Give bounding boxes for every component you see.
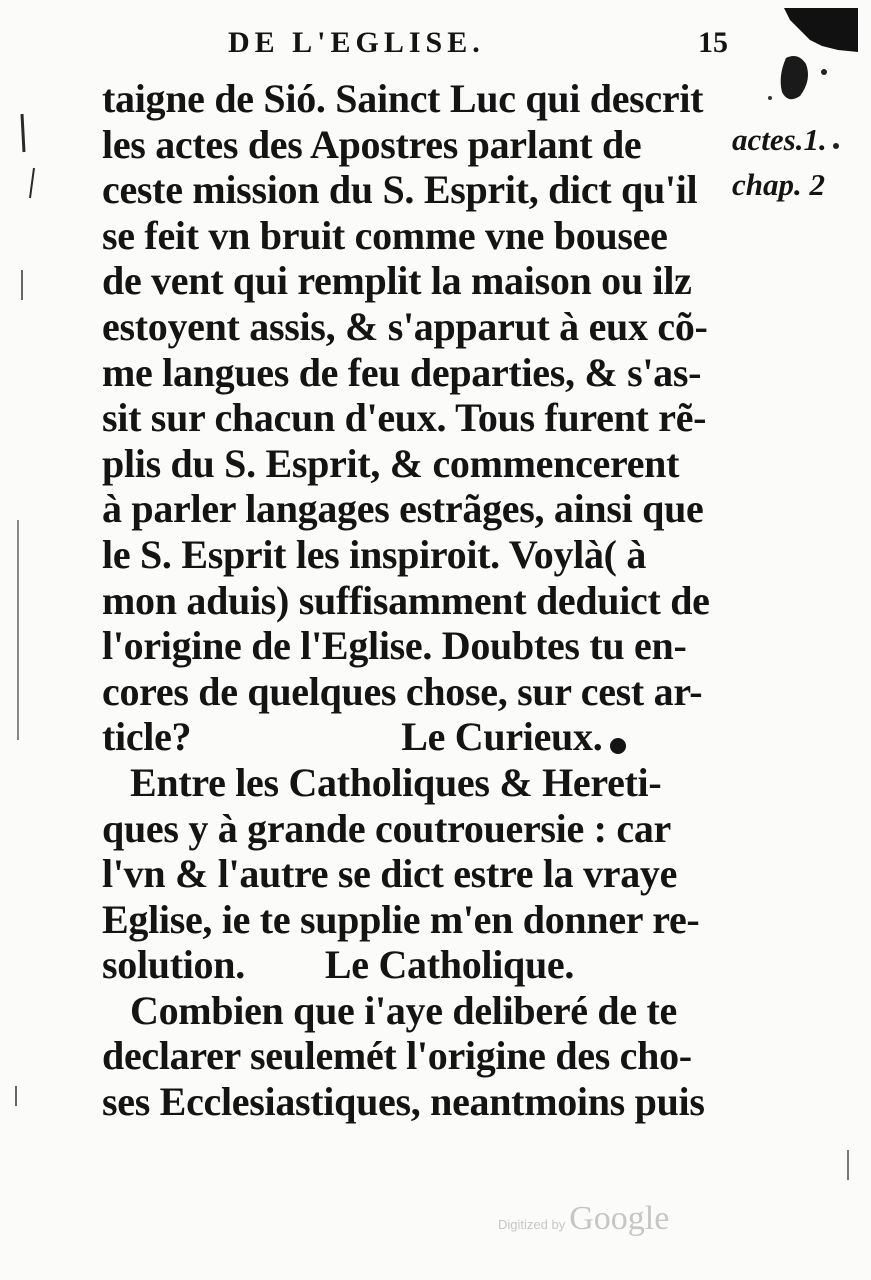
- margin-note-reference: chap. 2: [732, 167, 825, 202]
- text-line: se feit vn bruit comme vne bousee: [102, 212, 668, 258]
- ink-dot: [833, 143, 839, 149]
- margin-note-reference: actes.1.: [732, 122, 827, 157]
- margin-rule: [30, 168, 34, 198]
- google-watermark: [498, 1200, 669, 1238]
- watermark-prefix: Digitized by: [498, 1217, 566, 1232]
- text-line: Eglise, ie te supplie m'en donner re-: [102, 896, 700, 942]
- text-line: sit sur chacun d'eux. Tous furent rẽ-: [102, 395, 707, 441]
- text-line: ceste mission du S. Esprit, dict qu'il: [102, 167, 698, 213]
- ink-blot: [784, 8, 858, 52]
- margin-rule: [22, 114, 24, 152]
- text-line: de vent qui remplit la maison ou ilz: [102, 258, 692, 304]
- text-line: ses Ecclesiastiques, neantmoins puis: [102, 1079, 705, 1125]
- page-number: 15: [698, 26, 728, 59]
- text-line: ticle?: [102, 714, 192, 760]
- speaker-label-curieux: Le Curieux.: [401, 714, 603, 760]
- text-line: me langues de feu departies, & s'as-: [102, 349, 702, 395]
- text-line: declarer seulemét l'origine des cho-: [102, 1033, 692, 1079]
- text-line: ques y à grande coutrouersie : car: [102, 805, 671, 851]
- watermark-brand: Google: [569, 1200, 670, 1237]
- text-line: à parler langages estrãges, ainsi que: [102, 486, 704, 532]
- text-line: taigne de Sió. Sainct Luc qui descrit: [102, 76, 704, 121]
- text-line: plis du S. Esprit, & commencerent: [102, 440, 680, 486]
- running-head: DE L'EGLISE.: [228, 26, 485, 59]
- text-line: Entre les Catholiques & Hereti-: [130, 759, 662, 805]
- text-line: mon aduis) suffisamment deduict de: [102, 577, 710, 623]
- ink-dot: [821, 69, 827, 75]
- text-line: Combien que i'aye deliberé de te: [130, 987, 678, 1033]
- text-line: l'origine de l'Eglise. Doubtes tu en-: [102, 623, 687, 669]
- text-line: les actes des Apostres parlant de: [102, 121, 642, 167]
- speaker-label-catholique: Le Catholique.: [324, 942, 575, 988]
- ink-blot: [781, 56, 808, 99]
- text-line: estoyent assis, & s'apparut à eux cõ-: [102, 303, 708, 349]
- text-line: l'vn & l'autre se dict estre la vraye: [102, 851, 678, 897]
- text-line: cores de quelques chose, sur cest ar-: [102, 668, 703, 714]
- ink-dot: [768, 96, 772, 100]
- text-line: solution.: [102, 942, 245, 988]
- text-line: le S. Esprit les inspiroit. Voylà( à: [102, 531, 647, 577]
